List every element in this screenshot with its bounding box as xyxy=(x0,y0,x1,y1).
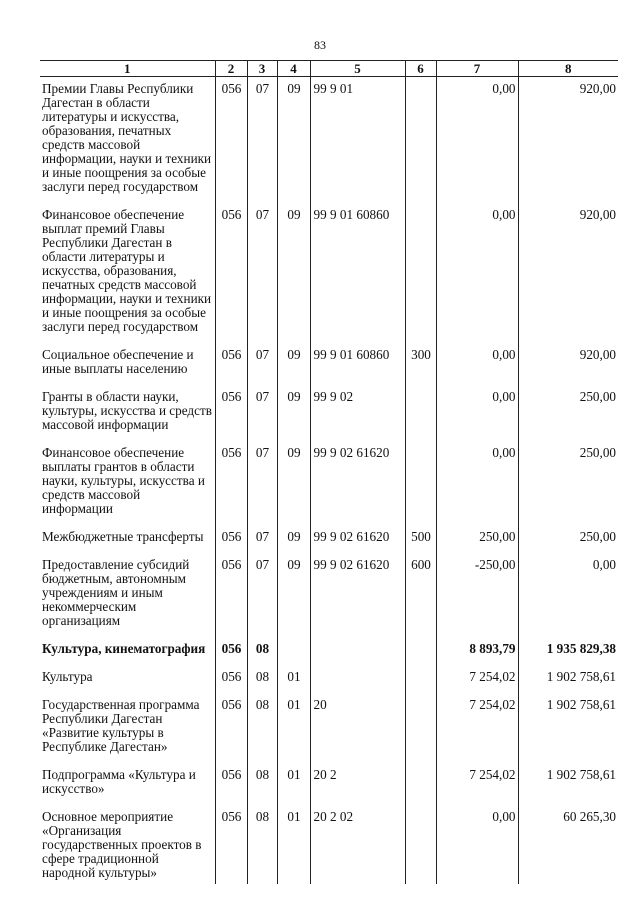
amount-total: 920,00 xyxy=(518,343,618,385)
section-code: 07 xyxy=(247,77,277,204)
amount-total: 0,00 xyxy=(518,553,618,637)
amount-total: 250,00 xyxy=(518,525,618,553)
table-row xyxy=(40,665,618,693)
target-article-code: 20 xyxy=(310,693,405,763)
item-name: Финансовое обеспечение выплаты грантов в области науки, культуры, искусства и средств массовой информации xyxy=(42,445,205,516)
item-name: Финансовое обеспечение выплат премий Главы Республики Дагестан в области литературы и искусства, образования, печатных средств массовой информации, науки и техники и иные поощрения за особые заслуги перед государством xyxy=(42,207,212,334)
expense-type-code xyxy=(405,693,436,763)
target-article-code: 99 9 02 61620 xyxy=(310,553,405,637)
item-name: Гранты в области науки, культуры, искусства и средств массовой информации xyxy=(42,389,212,432)
header-cell: 5 xyxy=(310,61,405,77)
amount-total: 250,00 xyxy=(518,385,618,441)
page-number: 83 xyxy=(314,38,326,52)
ministry-code: 056 xyxy=(215,385,247,441)
expense-type-code: 500 xyxy=(405,525,436,553)
item-name: Премии Главы Республики Дагестан в области литературы и искусства, образования, печатных средств массовой информации, науки и техники и иные поощрения за особые заслуги перед государством xyxy=(42,81,212,194)
item-name: Подпрограмма «Культура и искусство» xyxy=(42,767,196,796)
amount-change: 7 254,02 xyxy=(436,665,518,693)
ministry-code: 056 xyxy=(215,665,247,693)
subsection-code: 09 xyxy=(277,553,310,637)
section-code: 08 xyxy=(247,637,277,665)
expense-type-code xyxy=(405,637,436,665)
subsection-code: 09 xyxy=(277,343,310,385)
table-row xyxy=(40,385,618,441)
table-row xyxy=(40,553,618,637)
ministry-code: 056 xyxy=(215,693,247,763)
expense-type-code xyxy=(405,203,436,343)
header-cell: 7 xyxy=(436,61,518,77)
amount-change: 7 254,02 xyxy=(436,763,518,805)
item-name: Культура, кинематография xyxy=(42,641,206,656)
item-name: Социальное обеспечение и иные выплаты населению xyxy=(42,347,194,376)
item-name: Основное мероприятие «Организация государственных проектов в сфере традиционной народной культуры» xyxy=(42,809,202,880)
expense-type-code: 300 xyxy=(405,343,436,385)
header-cell: 3 xyxy=(247,61,277,77)
ministry-code: 056 xyxy=(215,441,247,525)
section-code: 08 xyxy=(247,763,277,805)
expense-type-code xyxy=(405,665,436,693)
amount-change: 8 893,79 xyxy=(436,637,518,665)
header-cell: 6 xyxy=(405,61,436,77)
table-row xyxy=(40,441,618,525)
expense-type-code xyxy=(405,763,436,805)
ministry-code: 056 xyxy=(215,343,247,385)
subsection-code: 09 xyxy=(277,385,310,441)
section-code: 07 xyxy=(247,203,277,343)
target-article-code: 99 9 02 61620 xyxy=(310,441,405,525)
section-code: 07 xyxy=(247,525,277,553)
amount-change: 7 254,02 xyxy=(436,693,518,763)
amount-total: 1 902 758,61 xyxy=(518,665,618,693)
table-row xyxy=(40,77,618,204)
header-cell: 4 xyxy=(277,61,310,77)
table-row xyxy=(40,763,618,805)
subsection-code: 01 xyxy=(277,665,310,693)
amount-total: 920,00 xyxy=(518,77,618,204)
target-article-code xyxy=(310,637,405,665)
expense-type-code: 600 xyxy=(405,553,436,637)
table-row xyxy=(40,203,618,343)
subsection-code: 09 xyxy=(277,77,310,204)
header-row xyxy=(40,61,618,77)
target-article-code: 99 9 02 xyxy=(310,385,405,441)
amount-change: 0,00 xyxy=(436,343,518,385)
target-article-code: 20 2 02 xyxy=(310,805,405,884)
amount-total: 920,00 xyxy=(518,203,618,343)
section-code: 08 xyxy=(247,805,277,884)
ministry-code: 056 xyxy=(215,525,247,553)
table-row xyxy=(40,637,618,665)
target-article-code: 99 9 01 xyxy=(310,77,405,204)
ministry-code: 056 xyxy=(215,805,247,884)
table-row xyxy=(40,525,618,553)
header-cell: 2 xyxy=(215,61,247,77)
subsection-code: 09 xyxy=(277,441,310,525)
item-name: Межбюджетные трансферты xyxy=(42,529,204,544)
header-cell: 1 xyxy=(40,61,215,77)
amount-change: 0,00 xyxy=(436,77,518,204)
amount-total: 1 935 829,38 xyxy=(518,637,618,665)
budget-table xyxy=(40,60,618,884)
ministry-code: 056 xyxy=(215,553,247,637)
item-name: Государственная программа Республики Дагестан «Развитие культуры в Республике Дагестан» xyxy=(42,697,200,754)
table-row xyxy=(40,343,618,385)
expense-type-code xyxy=(405,77,436,204)
amount-total: 60 265,30 xyxy=(518,805,618,884)
subsection-code xyxy=(277,637,310,665)
subsection-code: 01 xyxy=(277,693,310,763)
amount-change: 0,00 xyxy=(436,805,518,884)
ministry-code: 056 xyxy=(215,763,247,805)
header-cell: 8 xyxy=(518,61,618,77)
section-code: 07 xyxy=(247,343,277,385)
section-code: 08 xyxy=(247,665,277,693)
target-article-code: 99 9 01 60860 xyxy=(310,343,405,385)
amount-change: 250,00 xyxy=(436,525,518,553)
amount-total: 250,00 xyxy=(518,441,618,525)
ministry-code: 056 xyxy=(215,203,247,343)
table-row xyxy=(40,805,618,884)
section-code: 08 xyxy=(247,693,277,763)
amount-change: -250,00 xyxy=(436,553,518,637)
item-name: Культура xyxy=(42,669,93,684)
subsection-code: 09 xyxy=(277,525,310,553)
ministry-code: 056 xyxy=(215,637,247,665)
expense-type-code xyxy=(405,805,436,884)
target-article-code: 99 9 01 60860 xyxy=(310,203,405,343)
ministry-code: 056 xyxy=(215,77,247,204)
amount-change: 0,00 xyxy=(436,203,518,343)
target-article-code xyxy=(310,665,405,693)
amount-total: 1 902 758,61 xyxy=(518,693,618,763)
item-name: Предоставление субсидий бюджетным, автономным учреждениям и иным некоммерческим организациям xyxy=(42,557,190,628)
amount-change: 0,00 xyxy=(436,441,518,525)
amount-change: 0,00 xyxy=(436,385,518,441)
subsection-code: 01 xyxy=(277,805,310,884)
section-code: 07 xyxy=(247,553,277,637)
subsection-code: 01 xyxy=(277,763,310,805)
expense-type-code xyxy=(405,385,436,441)
table-row xyxy=(40,693,618,763)
section-code: 07 xyxy=(247,441,277,525)
expense-type-code xyxy=(405,441,436,525)
section-code: 07 xyxy=(247,385,277,441)
subsection-code: 09 xyxy=(277,203,310,343)
target-article-code: 99 9 02 61620 xyxy=(310,525,405,553)
amount-total: 1 902 758,61 xyxy=(518,763,618,805)
target-article-code: 20 2 xyxy=(310,763,405,805)
